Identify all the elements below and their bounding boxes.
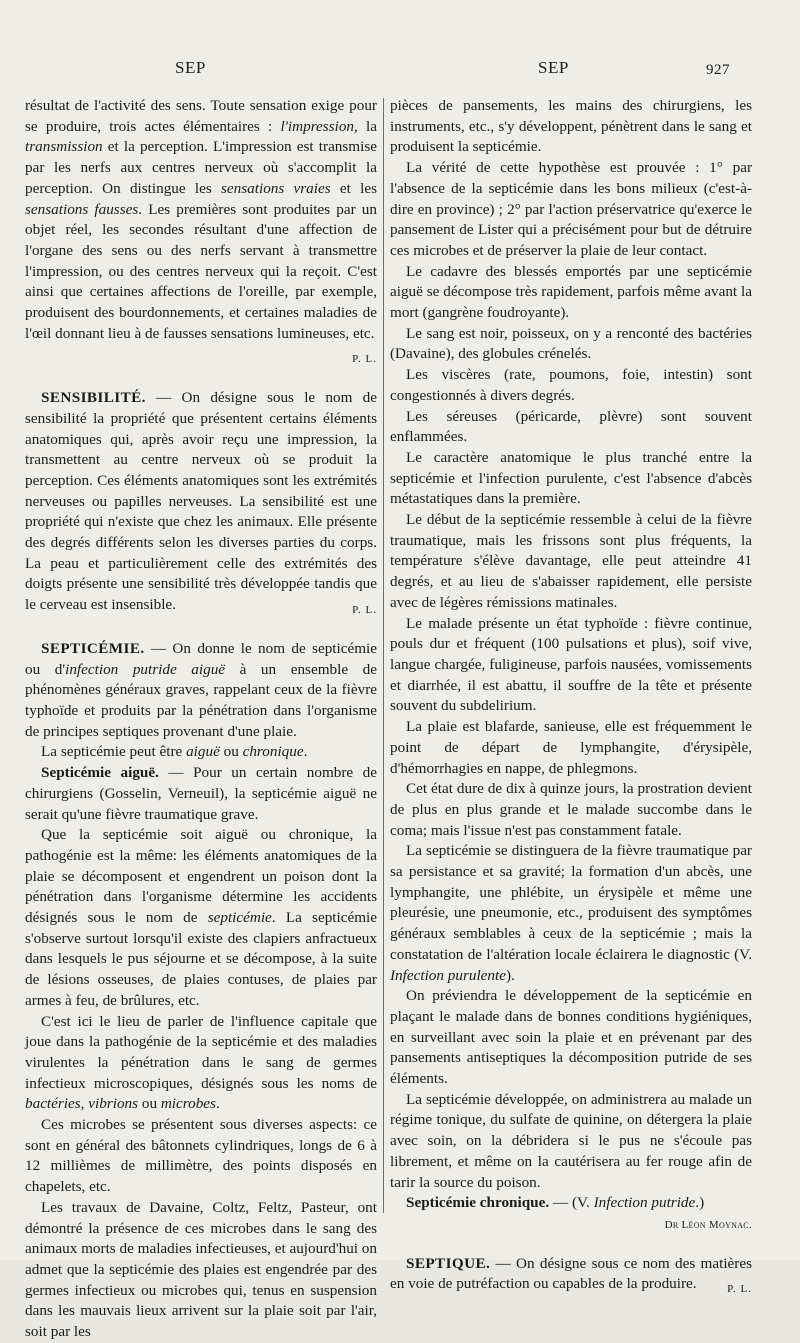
plaie-paragraph: La plaie est blafarde, sanieuse, elle est fréquemment le point de départ de lymphangite, d'érysipèle, d'hémorrhagies en nappe, de phlegmons. bbox=[390, 718, 752, 777]
italic-term: septicémie bbox=[207, 909, 272, 927]
italic-term: aiguë bbox=[186, 743, 220, 761]
author-signature: P. L. bbox=[727, 1283, 752, 1296]
italic-term: microbes bbox=[160, 1095, 216, 1113]
text-run: Que la septicémie soit aiguë ou chronique, la pathogénie est la même: les éléments anatomiques de la plaie se décomposent et engendrent un poison dont la pénétration dans l'organisme détermine les accidents désignés sous le nom de bbox=[25, 826, 377, 927]
italic-term: infection putride aiguë bbox=[65, 660, 226, 678]
text-run: . Les premières sont produites par un objet réel, les secondes résultant d'une affection de l'organe des sens ou des nerfs servant à transmettre l'impression, ou des centres nerveux qui la reçoit. C'est ainsi que certaines affections de l'oreille, par exemple, produisent des bourdonnements, et certaines maladies de l'œil donnant lieu à de fausses sensations lumineuses, etc. bbox=[25, 200, 377, 342]
text-run: C'est ici le lieu de parler de l'influence capitale que joue dans la pathogénie de la septicémie et des maladies virulentes la pénétration dans le sang de germes infectieux microscopiques, désignés sous les noms de bbox=[25, 1012, 377, 1092]
entry-heading: SENSIBILITÉ. bbox=[41, 389, 146, 407]
text-run: La septicémie peut être bbox=[41, 743, 187, 761]
diagnostic-paragraph bbox=[390, 841, 752, 986]
subentry-aigue bbox=[25, 763, 377, 825]
entry-sensibilite bbox=[25, 388, 377, 616]
text-run: . bbox=[303, 743, 308, 761]
pieces-paragraph: pièces de pansements, les mains des chirurgiens, les instruments, etc., s'y développent, pénètrent dans le sang et produisent la septicémie. bbox=[390, 97, 752, 156]
subentry-heading: Septicémie aiguë. bbox=[41, 764, 159, 782]
italic-term: l'impression bbox=[280, 117, 355, 135]
debut-paragraph: Le début de la septicémie ressemble à celui de la fièvre traumatique, mais les frissons sont plus fréquents, la température s'élève davantage, elle peut atteindre 41 degrés, et au lieu de s'abaisser rapidement, elle persiste avec de légères rémissions matinales. bbox=[390, 511, 752, 611]
text-run: — (V. bbox=[549, 1194, 594, 1212]
text-run: ou bbox=[138, 1095, 161, 1113]
text-run: — Pour un certain nombre de chirurgiens (Gosselin, Verneuil), la septicémie aiguë ne serait qu'une fièvre traumatique grave. bbox=[25, 764, 378, 823]
treatment-paragraph: La septicémie développée, on administrera au malade un régime tonique, du sulfate de quinine, on détergera la plaie avec soin, on la débridera si le pus ne s'écoule pas librement, et même on la cautérisera au fer rouge afin de tarir la source du poison. bbox=[390, 1090, 752, 1191]
text-run: à un ensemble de phénomènes généraux graves, rappelant ceux de la fièvre typhoïde et produits par la pénétration dans l'organisme de principes septiques provenant d'une plaie. bbox=[25, 660, 377, 740]
text-run: La septicémie se distinguera de la fièvre traumatique par sa persistance et sa gravité; la formation d'un abcès, une lymphangite, une phlébite, un érysipèle et même une pleurésie, une pneumonie, etc., produisent des symptômes généraux semblables à ceux de la septicémie ; mais la constatation de l'altération locale éclairera le diagnostic (V. bbox=[390, 842, 752, 963]
microbes-paragraph: Ces microbes se présentent sous diverses aspects: ce sont en général des bâtonnets cylindriques, longs de 6 à 12 millièmes de millimètre, des points disposés en chapelets, etc. bbox=[25, 1116, 377, 1196]
subentry-chronique bbox=[390, 1193, 752, 1214]
entry-text: — On désigne sous le nom de sensibilité la propriété que présentent certains éléments anatomiques qui, après avoir reçu une impression, la transmettent au centre nerveux où se produit la perception. Ces éléments anatomiques sont les extrémités nerveuses ou papilles nerveuses. La sensibilité est une propriété qui n'existe que chez les animaux. Elle présente des degrés différents selon les diverses parties du corps. La peau et particulièrement celle des extrémités des doigts présente une sensibilité très développée tandis que le cerveau est insensible. bbox=[25, 389, 377, 614]
italic-term: vibrions bbox=[88, 1095, 139, 1113]
travaux-paragraph: Les travaux de Davaine, Coltz, Feltz, Pasteur, ont démontré la présence de ces microbes dans le sang des animaux morts de maladies infectieuses, et aujourd'hui on admet que la septicémie des plaies est engendrée par des germes infectieux ou microbes qui, tenus en suspension dans les mauvais lieux arrivent sur la plaie soit par l'air, soit par les bbox=[25, 1198, 377, 1341]
pathogenie-paragraph bbox=[25, 825, 377, 1011]
author-signature: P. L. bbox=[352, 604, 377, 617]
page-number: 927 bbox=[706, 62, 730, 78]
running-head-right: SEP bbox=[538, 58, 569, 77]
text-run: . bbox=[215, 1095, 220, 1113]
entry-septicemie bbox=[25, 639, 377, 743]
subentry-heading: Septicémie chronique. bbox=[406, 1194, 550, 1212]
running-head-left: SEP bbox=[175, 58, 206, 77]
prevention-paragraph: On préviendra le développement de la septicémie en plaçant le malade dans de bonnes conditions hygiéniques, en surveillant avec soin la plaie et en prévenant par des pansements antiseptiques la décomposition putride de ses éléments. bbox=[390, 987, 752, 1088]
author-signature: P. L. bbox=[352, 353, 377, 366]
text-run: ). bbox=[505, 966, 515, 984]
entry-heading: SEPTICÉMIE. bbox=[41, 639, 145, 657]
text-run: . La septicémie s'observe surtout lorsqu'il existe des clapiers anfractueux dans lesquels le pus séjourne et se décompose, à la suite de lésions osseuses, de plaies contuses, de plaies par armes à feu, de brûlures, etc. bbox=[25, 909, 378, 1009]
verite-paragraph: La vérité de cette hypothèse est prouvée : 1° par l'absence de la septicémie dans les bons milieux (c'est-à-dire en province) ; 2° par l'action préservatrice qu'exerce le pansement de Lister qui a précisément pour but de détruire ces microbes et de préserver la plaie de leur contact. bbox=[390, 159, 752, 259]
italic-term: transmission bbox=[25, 138, 103, 156]
sang-paragraph: Le sang est noir, poisseux, on y a renconté des bactéries (Davaine), des globules crénelés. bbox=[390, 324, 752, 363]
text-run: — On donne le nom de septicémie ou d' bbox=[25, 639, 377, 678]
sereuses-paragraph: Les séreuses (péricarde, plèvre) sont souvent enflammées. bbox=[390, 407, 752, 446]
text-run: , la bbox=[354, 117, 377, 135]
text-run: et la perception. L'impression est transmise par les nerfs aux centres nerveux où s'accomplit la perception. On distingue les bbox=[25, 138, 377, 197]
author-signature: Dr Léon Moynac. bbox=[664, 1218, 752, 1231]
text-run: , bbox=[80, 1095, 89, 1113]
italic-term: bactéries bbox=[25, 1095, 81, 1113]
caractere-paragraph: Le caractère anatomique le plus tranché entre la septicémie et l'infection purulente, c'est l'absence d'abcès métastatiques dans la première. bbox=[390, 448, 752, 508]
influence-paragraph bbox=[25, 1012, 377, 1116]
cadavre-paragraph: Le cadavre des blessés emportés par une septicémie aiguë se décompose très rapidement, parfois même avant la mort (gangrène foudroyante). bbox=[390, 262, 752, 322]
text-run: résultat de l'activité des sens. Toute sensation exige pour se produire, trois actes élémentaires : bbox=[25, 97, 377, 135]
visceres-paragraph: Les viscères (rate, poumons, foie, intestin) sont congestionnés à divers degrés. bbox=[390, 366, 752, 404]
text-run: .) bbox=[695, 1194, 705, 1212]
left-column bbox=[25, 96, 377, 1343]
italic-term: Infection purulente bbox=[390, 966, 506, 984]
forms-paragraph bbox=[25, 742, 377, 763]
entry-heading: SEPTIQUE. bbox=[406, 1254, 491, 1272]
text-run: et les bbox=[330, 179, 377, 197]
italic-term: sensations fausses bbox=[25, 200, 139, 218]
italic-term: chronique bbox=[242, 743, 304, 761]
etat-paragraph: Cet état dure de dix à quinze jours, la prostration devient de plus en plus grande et le malade succombe dans le coma; mais l'issue n'est pas constamment fatale. bbox=[390, 780, 752, 839]
sensation-paragraph bbox=[25, 96, 377, 366]
italic-term: sensations vraies bbox=[221, 179, 331, 197]
malade-paragraph: Le malade présente un état typhoïde : fièvre continue, pouls dur et fréquent (100 pulsations et plus), soif vive, langue chargée, fuligineuse, parfois nausées, vomissements et diarrhée, il est abattu, il souffre de la tête et présente souvent du subdelirium. bbox=[390, 614, 752, 715]
text-run: ou bbox=[219, 743, 243, 761]
italic-term: Infection putride bbox=[593, 1194, 696, 1212]
entry-text: — On désigne sous ce nom des matières en voie de putréfaction ou capables de la produire. bbox=[390, 1254, 752, 1293]
column-divider bbox=[383, 98, 384, 1213]
right-column bbox=[390, 96, 752, 1300]
